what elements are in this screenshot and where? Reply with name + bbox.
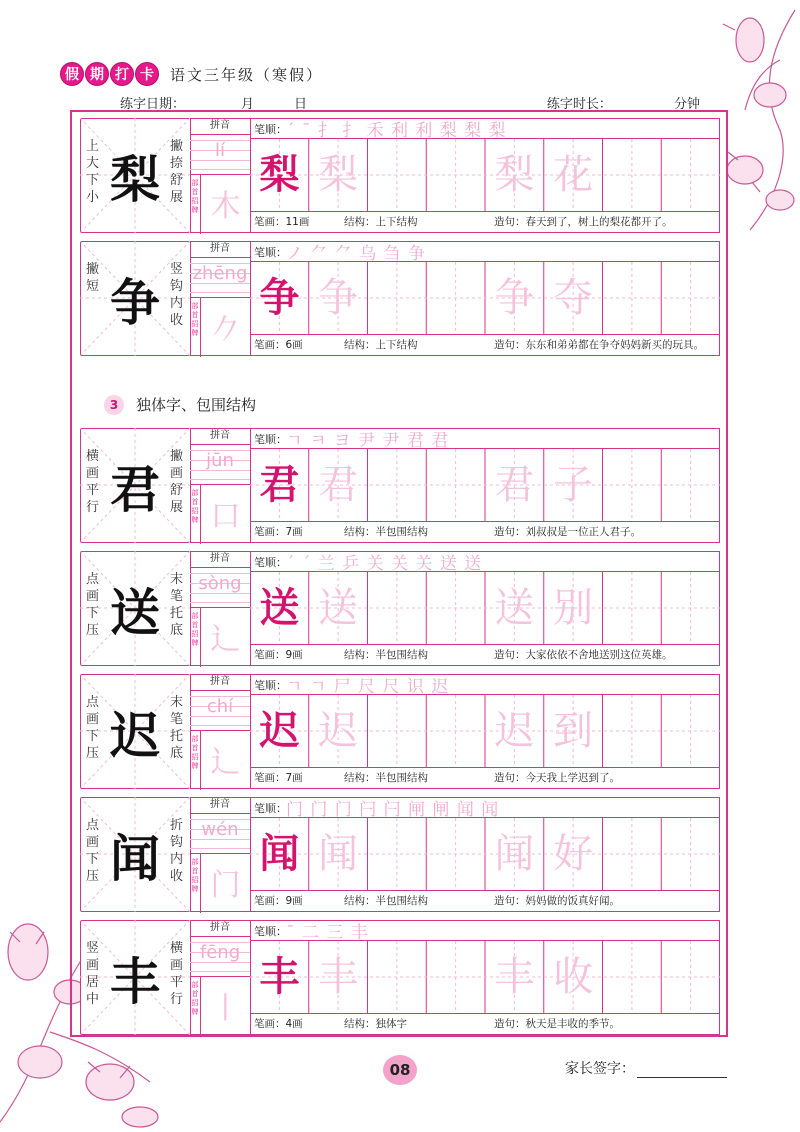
word-trace-char: 到 [553, 708, 594, 754]
radical-box [190, 174, 250, 234]
example-sentence: 造句：妈妈做的饭真好闻。 [494, 895, 620, 907]
pinyin-trace: sòng [198, 573, 242, 594]
word-trace-char: 争 [494, 275, 535, 321]
practice-row [80, 428, 720, 543]
radical-char: 辶 [210, 745, 241, 780]
example-sentence: 造句：大家依依不舍地送别这位英雄。 [494, 649, 673, 661]
word-trace-char: 别 [553, 585, 594, 631]
practice-row [80, 797, 720, 912]
char-info [250, 644, 720, 667]
radical-label: 部首招牌 [190, 854, 201, 913]
writing-tip-left: 上大下小 [86, 139, 100, 205]
signature-blank[interactable] [637, 1065, 727, 1078]
example-sentence: 造句：秋天是丰收的季节。 [494, 1018, 620, 1030]
writing-tip-right: 竖钩内收 [170, 262, 184, 328]
pinyin-column [190, 797, 251, 912]
pinyin-trace: chí [206, 696, 234, 717]
writing-tip-left: 横画平行 [86, 449, 100, 515]
radical-box [190, 730, 250, 790]
pinyin-column [190, 674, 251, 789]
practice-char-trace: 争 [318, 275, 359, 321]
structure: 结构：半包围结构 [344, 895, 428, 907]
model-char: 丰 [110, 952, 160, 1011]
radical-box [190, 297, 250, 357]
tianzige-grid[interactable] [250, 139, 720, 211]
practice-area [250, 674, 720, 789]
section-title: 独体字、包围结构 [136, 396, 257, 414]
stroke-order-sequence: 门 门 门 闩 闩 闸 闸 闻 闻 [286, 800, 500, 820]
word-trace-char: 夺 [553, 275, 594, 321]
char-info [250, 890, 720, 913]
section-3-heading [104, 394, 256, 415]
stroke-order-line [250, 920, 720, 941]
example-sentence: 造句：今天我上学迟到了。 [494, 772, 620, 784]
badge-char: 期 [85, 62, 109, 86]
radical-char: 辶 [210, 622, 241, 657]
word-trace-char: 花 [553, 152, 594, 198]
tianzige-grid[interactable] [250, 695, 720, 767]
practice-area [250, 551, 720, 666]
model-char-cell [80, 241, 191, 356]
practice-char-trace: 丰 [318, 954, 359, 1000]
pinyin-trace: fēng [199, 942, 241, 963]
char-info [250, 211, 720, 234]
practice-char-main: 闻 [259, 830, 300, 877]
duration-label: 练字时长： [546, 97, 612, 112]
practice-char-trace: 迟 [318, 708, 359, 754]
word-trace-char: 子 [553, 462, 594, 508]
word-trace-char: 闻 [494, 831, 535, 877]
writing-tip-right: 末笔托底 [170, 572, 184, 638]
badge-char: 卡 [135, 62, 159, 86]
practice-char-main: 梨 [259, 151, 300, 198]
word-trace-char: 君 [494, 462, 535, 508]
pinyin-label: 拼音 [190, 551, 250, 568]
model-char-cell [80, 551, 191, 666]
tianzige-grid[interactable] [250, 449, 720, 521]
radical-box [190, 853, 250, 913]
example-sentence: 造句：春天到了，树上的梨花都开了。 [494, 216, 673, 228]
stroke-order-sequence: ˊ ˉ ⺘ ⺘ 禾 利 利 梨 梨 梨 [286, 121, 507, 141]
practice-area [250, 428, 720, 543]
stroke-count: 笔画：6画 [254, 339, 303, 351]
practice-row [80, 551, 720, 666]
model-char-cell [80, 428, 191, 543]
tianzige-grid[interactable] [250, 818, 720, 890]
pinyin-column [190, 428, 251, 543]
writing-tip-left: 点画下压 [86, 818, 100, 884]
word-trace-char: 送 [494, 585, 535, 631]
stroke-order-label: 笔顺： [254, 925, 287, 938]
radical-label: 部首招牌 [190, 298, 201, 357]
stroke-count: 笔画：9画 [254, 895, 303, 907]
badge-char: 打 [110, 62, 134, 86]
word-trace-char: 丰 [494, 954, 535, 1000]
radical-char: 口 [210, 499, 241, 534]
structure: 结构：半包围结构 [344, 649, 428, 661]
stroke-count: 笔画：4画 [254, 1018, 303, 1030]
practice-area [250, 920, 720, 1035]
tianzige-grid[interactable] [250, 572, 720, 644]
model-char-cell [80, 674, 191, 789]
radical-label: 部首招牌 [190, 608, 201, 667]
radical-char: 丨 [210, 991, 241, 1026]
pinyin-column [190, 920, 251, 1035]
parent-signature [565, 1058, 727, 1078]
stroke-order-sequence: ノ ⺈ ⺈ 乌 刍 争 [286, 244, 427, 264]
practice-date-label: 练字日期： [120, 97, 186, 112]
writing-tip-right: 末笔托底 [170, 695, 184, 761]
model-char: 君 [110, 460, 160, 519]
example-sentence: 造句：东东和弟弟都在争夺妈妈新买的玩具。 [494, 339, 704, 351]
stroke-order-label: 笔顺： [254, 556, 287, 569]
parent-signature-label: 家长签字： [565, 1061, 635, 1077]
stroke-order-line [250, 428, 720, 449]
model-char: 迟 [110, 706, 160, 765]
stroke-count: 笔画：11画 [254, 216, 310, 228]
practice-char-main: 争 [259, 274, 300, 321]
radical-label: 部首招牌 [190, 731, 201, 790]
writing-tip-left: 点画下压 [86, 572, 100, 638]
practice-area [250, 241, 720, 356]
month-label: 月 [241, 97, 255, 112]
writing-tip-right: 撇画舒展 [170, 449, 184, 515]
pinyin-trace: lí [214, 140, 225, 161]
char-info [250, 1013, 720, 1036]
model-char: 梨 [110, 150, 160, 209]
tianzige-grid[interactable] [250, 262, 720, 334]
stroke-order-sequence: ˉ 二 三 丰 [286, 923, 369, 943]
stroke-count: 笔画：7画 [254, 772, 303, 784]
structure: 结构：上下结构 [344, 339, 418, 351]
practice-row [80, 674, 720, 789]
practice-char-main: 迟 [259, 707, 300, 754]
radical-char: 门 [210, 868, 241, 903]
practice-char-trace: 送 [318, 585, 359, 631]
practice-area [250, 797, 720, 912]
word-trace-char: 收 [553, 954, 594, 1000]
practice-char-trace: 闻 [318, 831, 359, 877]
practice-char-main: 君 [259, 461, 300, 508]
pinyin-trace: zhēng [192, 263, 248, 284]
writing-tip-left: 点画下压 [86, 695, 100, 761]
radical-char: 木 [210, 189, 241, 224]
day-label: 日 [294, 97, 308, 112]
radical-label: 部首招牌 [190, 175, 201, 234]
word-trace-char: 迟 [494, 708, 535, 754]
radical-box [190, 484, 250, 544]
char-info [250, 521, 720, 544]
stroke-order-line [250, 241, 720, 262]
pinyin-column [190, 118, 251, 233]
pinyin-column [190, 551, 251, 666]
pinyin-label: 拼音 [190, 118, 250, 135]
page-number: 08 [383, 1055, 417, 1085]
pinyin-column [190, 241, 251, 356]
stroke-order-label: 笔顺： [254, 679, 287, 692]
stroke-count: 笔画：9画 [254, 649, 303, 661]
radical-box [190, 976, 250, 1036]
writing-tip-right: 折钩内收 [170, 818, 184, 884]
pinyin-trace: jūn [206, 450, 234, 471]
model-char-cell [80, 920, 191, 1035]
model-char: 闻 [110, 829, 160, 888]
radical-label: 部首招牌 [190, 485, 201, 544]
writing-tip-right: 撇捺舒展 [170, 139, 184, 205]
stroke-order-label: 笔顺： [254, 123, 287, 136]
stroke-order-label: 笔顺： [254, 802, 287, 815]
radical-label: 部首招牌 [190, 977, 201, 1036]
section-number: 3 [104, 395, 124, 415]
structure: 结构：半包围结构 [344, 526, 428, 538]
practice-char-trace: 梨 [318, 152, 359, 198]
stroke-order-line [250, 551, 720, 572]
pinyin-label: 拼音 [190, 797, 250, 814]
pinyin-trace: wén [201, 819, 239, 840]
practice-row [80, 241, 720, 356]
stroke-order-line [250, 674, 720, 695]
model-char-cell [80, 797, 191, 912]
practice-row [80, 920, 720, 1035]
writing-tip-left: 撇短 [86, 262, 100, 294]
stroke-order-sequence: ㄱ ㅋ ヨ 尹 尹 君 君 [286, 431, 450, 451]
practice-char-trace: 君 [318, 462, 359, 508]
model-char: 送 [110, 583, 160, 642]
stroke-order-line [250, 118, 720, 139]
char-info [250, 334, 720, 357]
model-char-cell [80, 118, 191, 233]
stroke-order-sequence: ㄱ ㄱ 尸 尺 尺 识 迟 [286, 677, 450, 697]
pinyin-label: 拼音 [190, 428, 250, 445]
practice-area [250, 118, 720, 233]
tianzige-grid[interactable] [250, 941, 720, 1013]
example-sentence: 造句：刘叔叔是一位正人君子。 [494, 526, 641, 538]
stroke-order-label: 笔顺： [254, 246, 287, 259]
badge-char: 假 [60, 62, 84, 86]
structure: 结构：上下结构 [344, 216, 418, 228]
practice-char-main: 送 [259, 584, 300, 631]
stroke-order-sequence: ˊ ˊ 兰 乒 关 关 关 送 送 [286, 554, 483, 574]
practice-row [80, 118, 720, 233]
minutes-label: 分钟 [673, 97, 700, 112]
structure: 结构：独体字 [344, 1018, 407, 1030]
radical-char: 𠂊 [210, 312, 241, 347]
stroke-count: 笔画：7画 [254, 526, 303, 538]
char-info [250, 767, 720, 790]
writing-tip-left: 竖画居中 [86, 941, 100, 1007]
pinyin-label: 拼音 [190, 674, 250, 691]
pinyin-label: 拼音 [190, 920, 250, 937]
holiday-checkin-badge [60, 62, 160, 86]
subject-title: 语文三年级（寒假） [170, 65, 324, 84]
stroke-order-line [250, 797, 720, 818]
pinyin-label: 拼音 [190, 241, 250, 258]
model-char: 争 [110, 273, 160, 332]
stroke-order-label: 笔顺： [254, 433, 287, 446]
structure: 结构：半包围结构 [344, 772, 428, 784]
worksheet-header [60, 60, 323, 88]
writing-tip-right: 横画平行 [170, 941, 184, 1007]
radical-box [190, 607, 250, 667]
practice-char-main: 丰 [259, 953, 300, 1000]
word-trace-char: 梨 [494, 152, 535, 198]
word-trace-char: 好 [553, 831, 594, 877]
